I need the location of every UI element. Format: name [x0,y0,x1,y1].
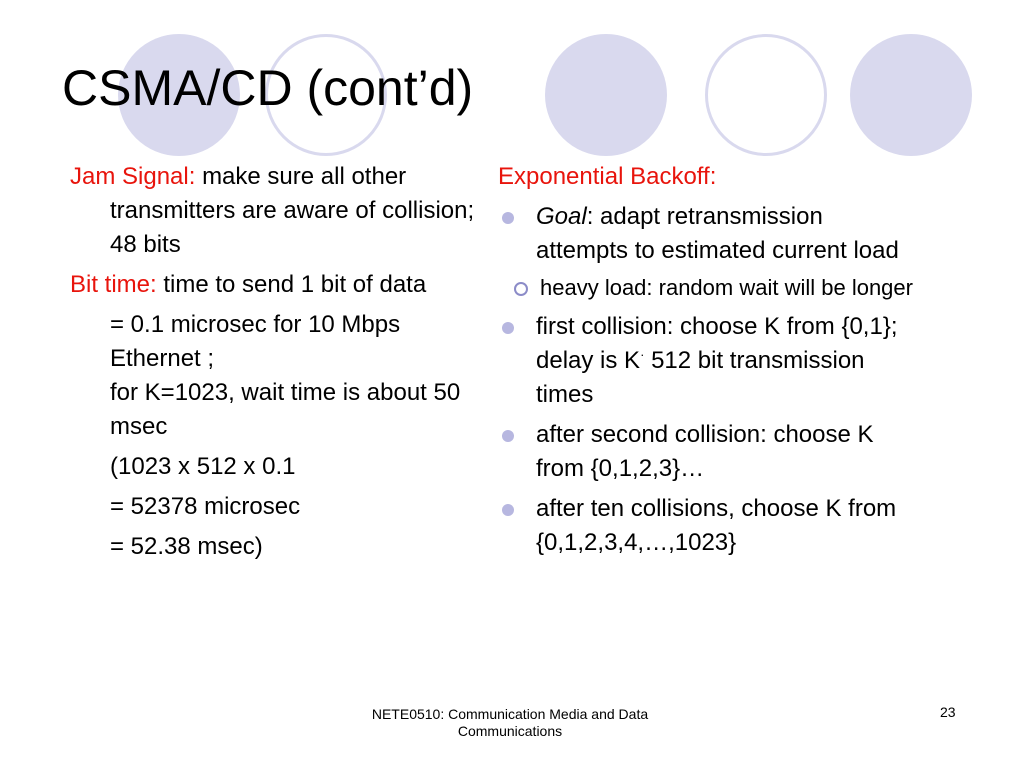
first-collision-sup: · [640,347,645,362]
bit-time-label: Bit time: [70,271,157,298]
bullet-dot-icon [502,430,514,442]
ten-collisions-text: after ten collisions, choose K from {0,1,2,3,4,…,1023} [536,495,897,556]
goal-label: Goal [536,203,587,230]
jam-signal-text: make sure all other transmitters are aware of collision; 48 bits [110,163,475,258]
page-number: 23 [940,704,956,720]
bullet-dot-icon [502,322,514,334]
calc-line-2: for K=1023, wait time is about 50 msec [110,379,461,440]
bullet-dot-icon [502,504,514,516]
goal-sub-text: heavy load: random wait will be longer [540,275,913,300]
second-collision-bullet [498,418,918,486]
goal-text: : adapt retransmission attempts to estimated current load [536,203,899,264]
second-collision-text: after second collision: choose K from {0,1,2,3}… [536,421,874,482]
decorative-circle [850,34,972,156]
first-collision-text-b: 512 bit transmission times [536,347,865,408]
jam-signal-paragraph [70,160,490,262]
formula-line-3: = 52.38 msec) [110,533,263,560]
goal-sub-bullet [458,272,918,304]
slide-title: CSMA/CD (cont’d) [62,60,474,116]
decorative-ring [705,34,827,156]
ring-bullet-icon [514,282,528,296]
bit-time-paragraph [70,268,490,302]
first-collision-text-a: first collision: choose K from {0,1}; delay is K [536,313,898,374]
decorative-circle [545,34,667,156]
bit-time-text: time to send 1 bit of data [163,271,427,298]
jam-signal-label: Jam Signal: [70,163,196,190]
formula-line-2: = 52378 microsec [110,493,301,520]
first-collision-bullet [498,310,918,412]
goal-bullet [498,200,918,268]
slide-footer: NETE0510: Communication Media and Data Communications [371,706,649,739]
calc-paragraph [70,308,490,444]
right-column [498,160,918,560]
bullet-dot-icon [502,212,514,224]
formula-line-1: (1023 x 512 x 0.1 [110,453,296,480]
backoff-heading: Exponential Backoff: [498,163,717,190]
calc-line-1: = 0.1 microsec for 10 Mbps Ethernet ; [110,311,401,372]
ten-collisions-bullet [498,492,918,560]
left-column [70,160,490,564]
